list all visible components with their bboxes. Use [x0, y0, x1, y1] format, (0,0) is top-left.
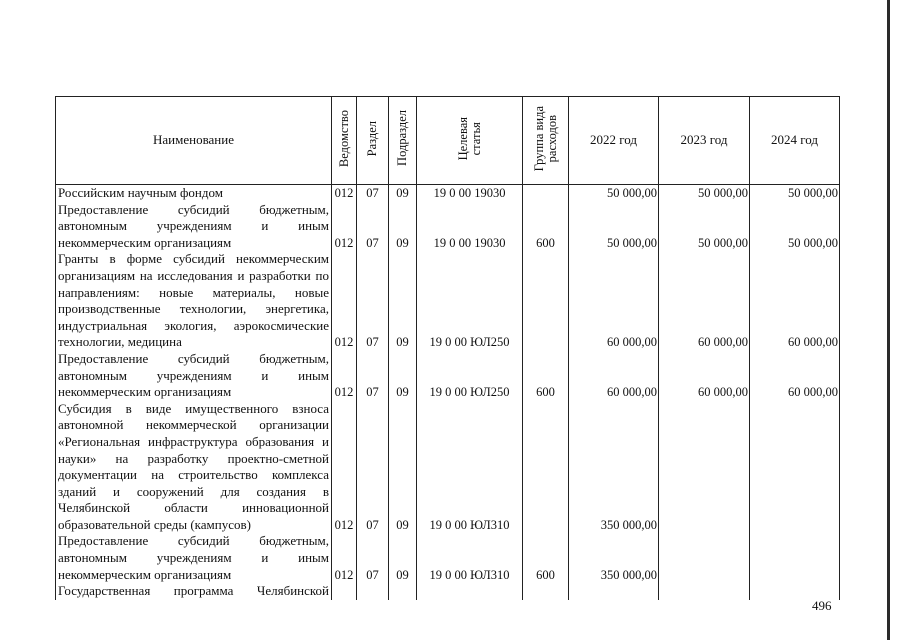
row-section: [357, 583, 389, 600]
row-name: Предоставление субсидий бюджетным, автономным учреждениям и иным некоммерческим организациям: [56, 351, 332, 401]
row-2023: 50 000,00: [659, 185, 750, 202]
row-2024: 50 000,00: [750, 185, 840, 202]
header-target-article: Целевая статья: [417, 97, 523, 185]
row-subsection: [389, 583, 417, 600]
row-target: [417, 583, 523, 600]
table-row: [56, 251, 840, 351]
row-name: Гранты в форме субсидий некоммерческим организациям на исследования и разработки по направлениям: новые материалы, новые производственные технологии, энергетика, индустриальная экология, аэрокосмические технологии, медицина: [56, 251, 332, 351]
row-section: 07: [357, 533, 389, 583]
row-subsection: 09: [389, 202, 417, 252]
table-row: [56, 401, 840, 534]
budget-table: [55, 96, 840, 600]
row-subsection: 09: [389, 351, 417, 401]
table-row: [56, 351, 840, 401]
row-ministry: [332, 583, 357, 600]
row-2024: [750, 533, 840, 583]
table-row: [56, 185, 840, 202]
row-target: 19 0 00 ЮЛ310: [417, 401, 523, 534]
row-2024: 50 000,00: [750, 202, 840, 252]
row-ministry: 012: [332, 202, 357, 252]
row-group: [523, 401, 569, 534]
header-2022: 2022 год: [569, 97, 659, 185]
row-section: 07: [357, 185, 389, 202]
row-2023: [659, 583, 750, 600]
row-target: 19 0 00 19030: [417, 202, 523, 252]
row-subsection: 09: [389, 251, 417, 351]
table-row: [56, 583, 840, 600]
row-ministry: 012: [332, 533, 357, 583]
row-subsection: 09: [389, 185, 417, 202]
row-section: 07: [357, 401, 389, 534]
row-2022: 60 000,00: [569, 251, 659, 351]
row-2023: 60 000,00: [659, 351, 750, 401]
row-2024: 60 000,00: [750, 351, 840, 401]
row-target: 19 0 00 ЮЛ310: [417, 533, 523, 583]
header-subsection: Подраздел: [389, 97, 417, 185]
row-name: Государственная программа Челябинской: [56, 583, 332, 600]
row-subsection: 09: [389, 533, 417, 583]
row-subsection: 09: [389, 401, 417, 534]
row-group: 600: [523, 351, 569, 401]
row-2023: 50 000,00: [659, 202, 750, 252]
row-group: [523, 251, 569, 351]
row-2022: 350 000,00: [569, 401, 659, 534]
header-section: Раздел: [357, 97, 389, 185]
page-edge-line: [887, 0, 890, 640]
table-row: [56, 533, 840, 583]
header-expense-group: Группа вида расходов: [523, 97, 569, 185]
row-2023: [659, 401, 750, 534]
row-2022: 350 000,00: [569, 533, 659, 583]
row-group: [523, 583, 569, 600]
page-number: 496: [812, 598, 832, 613]
row-2024: [750, 401, 840, 534]
header-2023: 2023 год: [659, 97, 750, 185]
row-group: 600: [523, 202, 569, 252]
row-ministry: 012: [332, 251, 357, 351]
row-name: Предоставление субсидий бюджетным, автономным учреждениям и иным некоммерческим организациям: [56, 202, 332, 252]
row-group: 600: [523, 533, 569, 583]
header-ministry: Ведомство: [332, 97, 357, 185]
row-2022: 60 000,00: [569, 351, 659, 401]
header-name: Наименование: [56, 97, 332, 185]
row-target: 19 0 00 ЮЛ250: [417, 351, 523, 401]
table-row: [56, 202, 840, 252]
row-ministry: 012: [332, 185, 357, 202]
row-name: Субсидия в виде имущественного взноса автономной некоммерческой организации «Региональная инфраструктура образования и науки» на разработку проектно-сметной документации на строительство комплекса зданий и сооружений для создания в Челябинской области инновационной образовательной среды (кампусов): [56, 401, 332, 534]
table-header-row: [56, 97, 840, 185]
row-2022: 50 000,00: [569, 185, 659, 202]
row-group: [523, 185, 569, 202]
row-target: 19 0 00 ЮЛ250: [417, 251, 523, 351]
row-2022: 50 000,00: [569, 202, 659, 252]
row-section: 07: [357, 351, 389, 401]
row-2022: [569, 583, 659, 600]
row-2023: [659, 533, 750, 583]
header-2024: 2024 год: [750, 97, 840, 185]
row-2023: 60 000,00: [659, 251, 750, 351]
row-2024: 60 000,00: [750, 251, 840, 351]
row-section: 07: [357, 202, 389, 252]
row-target: 19 0 00 19030: [417, 185, 523, 202]
row-section: 07: [357, 251, 389, 351]
row-ministry: 012: [332, 351, 357, 401]
row-name: Предоставление субсидий бюджетным, автономным учреждениям и иным некоммерческим организациям: [56, 533, 332, 583]
row-name: Российским научным фондом: [56, 185, 332, 202]
row-ministry: 012: [332, 401, 357, 534]
